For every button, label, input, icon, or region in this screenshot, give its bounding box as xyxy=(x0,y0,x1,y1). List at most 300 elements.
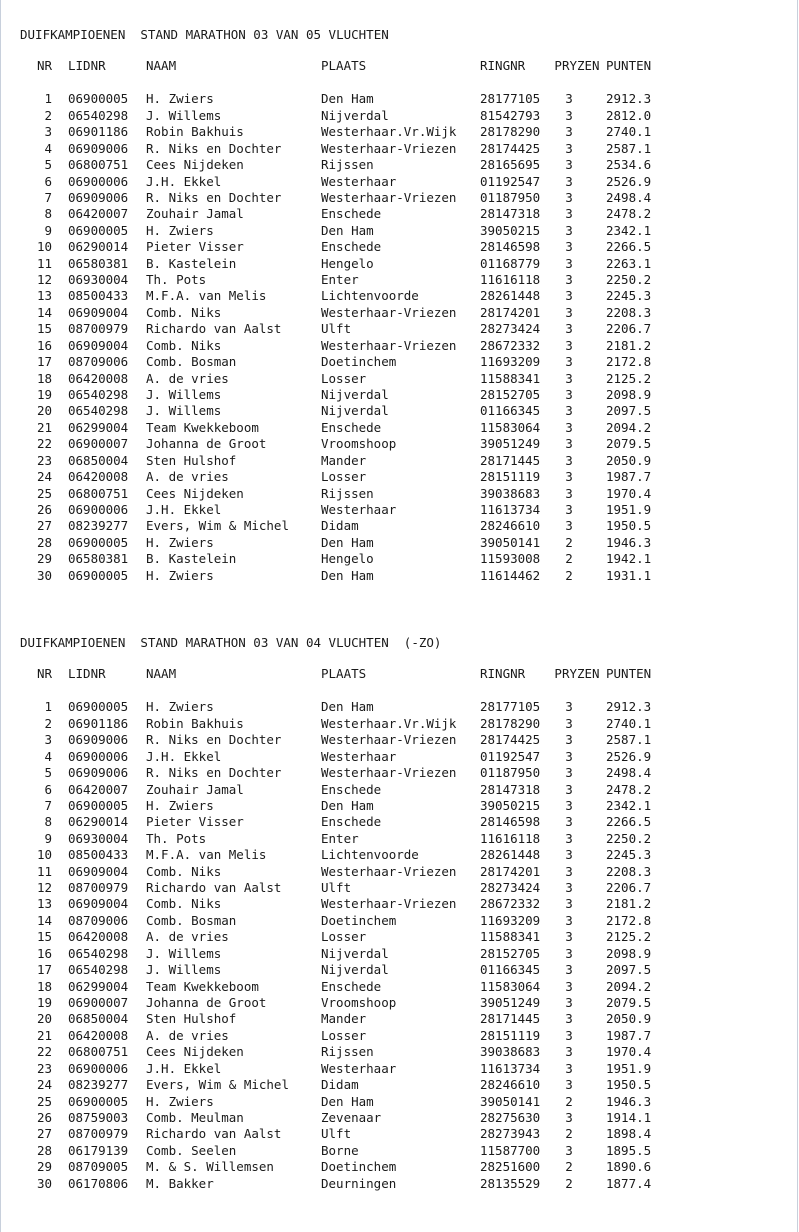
cell-plaats: Westerhaar-Vriezen xyxy=(321,765,457,781)
cell-pryzen: 3 xyxy=(565,748,573,764)
cell-ringnr: 28146598 xyxy=(480,814,541,830)
cell-naam: M. Bakker xyxy=(146,1175,214,1191)
cell-rank: 13 xyxy=(36,288,52,304)
cell-punten: 1970.4 xyxy=(606,1044,652,1060)
cell-pryzen: 3 xyxy=(565,847,573,863)
cell-ringnr: 28171445 xyxy=(480,452,541,468)
cell-lidnr: 06540298 xyxy=(68,962,129,978)
cell-ringnr: 28251600 xyxy=(480,1159,541,1175)
cell-naam: Johanna de Groot xyxy=(146,436,267,452)
cell-punten: 2097.5 xyxy=(606,403,652,419)
cell-naam: Comb. Bosman xyxy=(146,354,237,370)
cell-lidnr: 06909006 xyxy=(68,140,129,156)
cell-plaats: Didam xyxy=(321,1077,359,1093)
cell-lidnr: 08500433 xyxy=(68,288,129,304)
cell-rank: 14 xyxy=(36,912,52,928)
cell-punten: 2526.9 xyxy=(606,748,652,764)
cell-rank: 19 xyxy=(36,387,52,403)
cell-ringnr: 81542793 xyxy=(480,107,541,123)
cell-ringnr: 39050215 xyxy=(480,797,541,813)
table-row xyxy=(20,1011,780,1027)
table-row xyxy=(20,1061,780,1077)
cell-naam: Richardo van Aalst xyxy=(146,880,282,896)
cell-rank: 28 xyxy=(36,534,52,550)
cell-plaats: Westerhaar.Vr.Wijk xyxy=(321,124,457,140)
cell-rank: 24 xyxy=(36,1077,52,1093)
cell-plaats: Ulft xyxy=(321,321,352,337)
table-row xyxy=(20,995,780,1011)
cell-rank: 20 xyxy=(36,1011,52,1027)
cell-punten: 2740.1 xyxy=(606,715,652,731)
cell-lidnr: 06909004 xyxy=(68,337,129,353)
cell-ringnr: 01187950 xyxy=(480,765,541,781)
cell-plaats: Rijssen xyxy=(321,485,374,501)
cell-lidnr: 06290014 xyxy=(68,814,129,830)
cell-naam: Pieter Visser xyxy=(146,814,244,830)
cell-ringnr: 28152705 xyxy=(480,945,541,961)
cell-plaats: Den Ham xyxy=(321,567,374,583)
table-row xyxy=(20,699,780,715)
cell-punten: 1942.1 xyxy=(606,551,652,567)
cell-plaats: Westerhaar-Vriezen xyxy=(321,863,457,879)
cell-punten: 1946.3 xyxy=(606,534,652,550)
cell-plaats: Nijverdal xyxy=(321,387,389,403)
cell-naam: A. de vries xyxy=(146,929,229,945)
cell-punten: 2094.2 xyxy=(606,978,652,994)
table-row xyxy=(20,502,780,518)
table-row xyxy=(20,946,780,962)
table-row xyxy=(20,453,780,469)
table-row xyxy=(20,272,780,288)
cell-plaats: Nijverdal xyxy=(321,107,389,123)
cell-rank: 25 xyxy=(36,485,52,501)
cell-naam: Robin Bakhuis xyxy=(146,124,244,140)
table-row xyxy=(20,190,780,206)
cell-punten: 2587.1 xyxy=(606,732,652,748)
cell-ringnr: 28178290 xyxy=(480,124,541,140)
cell-punten: 2050.9 xyxy=(606,452,652,468)
cell-rank: 7 xyxy=(44,189,52,205)
cell-rank: 28 xyxy=(36,1142,52,1158)
table-row xyxy=(20,239,780,255)
table-row xyxy=(20,206,780,222)
cell-rank: 10 xyxy=(36,847,52,863)
table-row xyxy=(20,929,780,945)
table-row xyxy=(20,749,780,765)
cell-plaats: Nijverdal xyxy=(321,945,389,961)
cell-lidnr: 06800751 xyxy=(68,157,129,173)
header-plaats: PLAATS xyxy=(321,58,367,73)
cell-lidnr: 06900005 xyxy=(68,222,129,238)
cell-pryzen: 3 xyxy=(565,765,573,781)
cell-punten: 2534.6 xyxy=(606,157,652,173)
cell-pryzen: 3 xyxy=(565,912,573,928)
cell-lidnr: 06420008 xyxy=(68,929,129,945)
cell-lidnr: 06420008 xyxy=(68,370,129,386)
cell-punten: 2912.3 xyxy=(606,91,652,107)
cell-plaats: Den Ham xyxy=(321,699,374,715)
cell-naam: Sten Hulshof xyxy=(146,452,237,468)
header-nr: NR xyxy=(36,58,52,73)
cell-naam: H. Zwiers xyxy=(146,91,214,107)
table-row xyxy=(20,256,780,272)
cell-rank: 3 xyxy=(44,732,52,748)
cell-naam: Th. Pots xyxy=(146,830,207,846)
cell-naam: Comb. Niks xyxy=(146,304,222,320)
cell-ringnr: 28177105 xyxy=(480,91,541,107)
cell-plaats: Mander xyxy=(321,452,367,468)
cell-pryzen: 3 xyxy=(565,321,573,337)
cell-lidnr: 06900005 xyxy=(68,567,129,583)
table-row xyxy=(20,436,780,452)
cell-rank: 18 xyxy=(36,978,52,994)
cell-punten: 2181.2 xyxy=(606,896,652,912)
cell-rank: 24 xyxy=(36,469,52,485)
cell-ringnr: 11616118 xyxy=(480,272,541,288)
table-row xyxy=(20,174,780,190)
header-lidnr: LIDNR xyxy=(68,666,106,681)
cell-lidnr: 06901186 xyxy=(68,124,129,140)
cell-naam: Cees Nijdeken xyxy=(146,485,244,501)
cell-lidnr: 06930004 xyxy=(68,272,129,288)
cell-punten: 2079.5 xyxy=(606,995,652,1011)
cell-plaats: Enschede xyxy=(321,814,382,830)
cell-punten: 2097.5 xyxy=(606,962,652,978)
cell-lidnr: 08709006 xyxy=(68,354,129,370)
cell-rank: 18 xyxy=(36,370,52,386)
table-row xyxy=(20,1077,780,1093)
cell-pryzen: 3 xyxy=(565,370,573,386)
cell-naam: Comb. Niks xyxy=(146,896,222,912)
cell-ringnr: 39038683 xyxy=(480,485,541,501)
header-punten: PUNTEN xyxy=(606,58,652,73)
cell-naam: Comb. Niks xyxy=(146,863,222,879)
table-row xyxy=(20,765,780,781)
table-row xyxy=(20,798,780,814)
cell-lidnr: 06420007 xyxy=(68,206,129,222)
cell-plaats: Losser xyxy=(321,469,367,485)
header-pryzen: PRYZEN xyxy=(554,666,600,681)
cell-rank: 15 xyxy=(36,929,52,945)
cell-punten: 1950.5 xyxy=(606,1077,652,1093)
cell-lidnr: 06800751 xyxy=(68,485,129,501)
cell-pryzen: 3 xyxy=(565,206,573,222)
cell-rank: 10 xyxy=(36,239,52,255)
cell-lidnr: 06540298 xyxy=(68,945,129,961)
cell-lidnr: 08700979 xyxy=(68,321,129,337)
table-row xyxy=(20,338,780,354)
cell-plaats: Doetinchem xyxy=(321,1159,397,1175)
cell-lidnr: 06420007 xyxy=(68,781,129,797)
table-row xyxy=(20,962,780,978)
cell-rank: 1 xyxy=(44,91,52,107)
column-header-row xyxy=(20,666,780,682)
cell-pryzen: 3 xyxy=(565,1011,573,1027)
cell-rank: 5 xyxy=(44,765,52,781)
cell-punten: 2250.2 xyxy=(606,272,652,288)
header-ringnr: RINGNR xyxy=(480,666,526,681)
cell-pryzen: 3 xyxy=(565,1142,573,1158)
cell-lidnr: 06900006 xyxy=(68,1060,129,1076)
cell-plaats: Enschede xyxy=(321,781,382,797)
cell-lidnr: 06290014 xyxy=(68,239,129,255)
cell-ringnr: 11583064 xyxy=(480,978,541,994)
cell-plaats: Enter xyxy=(321,272,359,288)
standings-rows xyxy=(20,91,780,584)
cell-punten: 1951.9 xyxy=(606,501,652,517)
cell-punten: 2250.2 xyxy=(606,830,652,846)
cell-punten: 1987.7 xyxy=(606,1027,652,1043)
cell-ringnr: 11693209 xyxy=(480,912,541,928)
cell-plaats: Ulft xyxy=(321,1126,352,1142)
cell-lidnr: 08709006 xyxy=(68,912,129,928)
cell-punten: 1890.6 xyxy=(606,1159,652,1175)
cell-naam: M.F.A. van Melis xyxy=(146,288,267,304)
cell-naam: Comb. Meulman xyxy=(146,1109,244,1125)
cell-rank: 13 xyxy=(36,896,52,912)
cell-naam: Richardo van Aalst xyxy=(146,321,282,337)
cell-plaats: Westerhaar-Vriezen xyxy=(321,140,457,156)
cell-rank: 16 xyxy=(36,945,52,961)
cell-naam: Evers, Wim & Michel xyxy=(146,518,289,534)
cell-ringnr: 11587700 xyxy=(480,1142,541,1158)
cell-pryzen: 3 xyxy=(565,436,573,452)
cell-lidnr: 06909006 xyxy=(68,765,129,781)
header-plaats: PLAATS xyxy=(321,666,367,681)
header-naam: NAAM xyxy=(146,58,177,73)
cell-punten: 1951.9 xyxy=(606,1060,652,1076)
cell-ringnr: 28165695 xyxy=(480,157,541,173)
cell-ringnr: 39038683 xyxy=(480,1044,541,1060)
cell-pryzen: 3 xyxy=(565,978,573,994)
cell-plaats: Enschede xyxy=(321,419,382,435)
cell-punten: 2478.2 xyxy=(606,206,652,222)
cell-naam: J. Willems xyxy=(146,107,222,123)
table-row xyxy=(20,518,780,534)
cell-rank: 27 xyxy=(36,1126,52,1142)
cell-rank: 23 xyxy=(36,1060,52,1076)
cell-pryzen: 3 xyxy=(565,962,573,978)
cell-naam: Cees Nijdeken xyxy=(146,157,244,173)
cell-lidnr: 06900005 xyxy=(68,91,129,107)
cell-rank: 17 xyxy=(36,354,52,370)
cell-naam: R. Niks en Dochter xyxy=(146,189,282,205)
standings-rows xyxy=(20,699,780,1192)
cell-lidnr: 06850004 xyxy=(68,452,129,468)
table-row xyxy=(20,1159,780,1175)
cell-pryzen: 3 xyxy=(565,255,573,271)
cell-pryzen: 3 xyxy=(565,304,573,320)
cell-lidnr: 06540298 xyxy=(68,107,129,123)
cell-rank: 16 xyxy=(36,337,52,353)
cell-rank: 26 xyxy=(36,1109,52,1125)
cell-ringnr: 11588341 xyxy=(480,370,541,386)
cell-pryzen: 3 xyxy=(565,173,573,189)
cell-rank: 1 xyxy=(44,699,52,715)
table-row xyxy=(20,108,780,124)
cell-ringnr: 01168779 xyxy=(480,255,541,271)
cell-naam: Comb. Niks xyxy=(146,337,222,353)
table-row xyxy=(20,880,780,896)
cell-ringnr: 39050141 xyxy=(480,1093,541,1109)
cell-naam: J.H. Ekkel xyxy=(146,748,222,764)
cell-lidnr: 06800751 xyxy=(68,1044,129,1060)
cell-plaats: Hengelo xyxy=(321,255,374,271)
cell-pryzen: 3 xyxy=(565,1060,573,1076)
cell-plaats: Losser xyxy=(321,929,367,945)
standings-section-2 xyxy=(20,634,780,1192)
cell-lidnr: 06420008 xyxy=(68,469,129,485)
cell-rank: 19 xyxy=(36,995,52,1011)
cell-pryzen: 3 xyxy=(565,124,573,140)
cell-rank: 9 xyxy=(44,222,52,238)
table-row xyxy=(20,568,780,584)
cell-lidnr: 08759003 xyxy=(68,1109,129,1125)
cell-naam: A. de vries xyxy=(146,370,229,386)
cell-naam: Cees Nijdeken xyxy=(146,1044,244,1060)
cell-ringnr: 11583064 xyxy=(480,419,541,435)
cell-ringnr: 28151119 xyxy=(480,469,541,485)
cell-plaats: Enschede xyxy=(321,206,382,222)
table-row xyxy=(20,896,780,912)
cell-ringnr: 28177105 xyxy=(480,699,541,715)
cell-naam: H. Zwiers xyxy=(146,534,214,550)
cell-punten: 1987.7 xyxy=(606,469,652,485)
table-row xyxy=(20,1143,780,1159)
cell-rank: 27 xyxy=(36,518,52,534)
cell-pryzen: 3 xyxy=(565,715,573,731)
cell-naam: H. Zwiers xyxy=(146,797,214,813)
cell-ringnr: 28146598 xyxy=(480,239,541,255)
table-row xyxy=(20,305,780,321)
cell-plaats: Den Ham xyxy=(321,222,374,238)
cell-plaats: Mander xyxy=(321,1011,367,1027)
cell-naam: Zouhair Jamal xyxy=(146,781,244,797)
cell-naam: R. Niks en Dochter xyxy=(146,140,282,156)
cell-pryzen: 2 xyxy=(565,534,573,550)
cell-ringnr: 39051249 xyxy=(480,436,541,452)
table-row xyxy=(20,864,780,880)
cell-pryzen: 2 xyxy=(565,1093,573,1109)
cell-pryzen: 3 xyxy=(565,781,573,797)
cell-lidnr: 06580381 xyxy=(68,551,129,567)
cell-plaats: Westerhaar xyxy=(321,501,397,517)
cell-rank: 22 xyxy=(36,436,52,452)
cell-punten: 2172.8 xyxy=(606,354,652,370)
cell-pryzen: 3 xyxy=(565,518,573,534)
cell-pryzen: 3 xyxy=(565,896,573,912)
cell-ringnr: 01192547 xyxy=(480,173,541,189)
cell-pryzen: 3 xyxy=(565,1027,573,1043)
cell-lidnr: 08239277 xyxy=(68,518,129,534)
cell-lidnr: 06850004 xyxy=(68,1011,129,1027)
table-row xyxy=(20,124,780,140)
table-row xyxy=(20,979,780,995)
table-row xyxy=(20,157,780,173)
cell-ringnr: 11613734 xyxy=(480,501,541,517)
cell-rank: 15 xyxy=(36,321,52,337)
cell-punten: 2245.3 xyxy=(606,847,652,863)
cell-naam: H. Zwiers xyxy=(146,567,214,583)
cell-punten: 2245.3 xyxy=(606,288,652,304)
cell-rank: 29 xyxy=(36,551,52,567)
cell-pryzen: 3 xyxy=(565,1044,573,1060)
cell-punten: 1898.4 xyxy=(606,1126,652,1142)
cell-punten: 1970.4 xyxy=(606,485,652,501)
cell-ringnr: 11593008 xyxy=(480,551,541,567)
cell-pryzen: 3 xyxy=(565,107,573,123)
cell-rank: 3 xyxy=(44,124,52,140)
cell-ringnr: 28273424 xyxy=(480,880,541,896)
cell-lidnr: 06299004 xyxy=(68,978,129,994)
cell-rank: 6 xyxy=(44,781,52,797)
cell-lidnr: 08500433 xyxy=(68,847,129,863)
table-row xyxy=(20,1176,780,1192)
table-row xyxy=(20,321,780,337)
cell-pryzen: 2 xyxy=(565,1159,573,1175)
cell-punten: 2912.3 xyxy=(606,699,652,715)
cell-rank: 4 xyxy=(44,140,52,156)
cell-punten: 2125.2 xyxy=(606,929,652,945)
cell-lidnr: 06900005 xyxy=(68,797,129,813)
cell-rank: 29 xyxy=(36,1159,52,1175)
cell-rank: 14 xyxy=(36,304,52,320)
table-row xyxy=(20,1094,780,1110)
table-row xyxy=(20,814,780,830)
cell-naam: Comb. Bosman xyxy=(146,912,237,928)
cell-ringnr: 28147318 xyxy=(480,781,541,797)
table-row xyxy=(20,91,780,107)
cell-ringnr: 28246610 xyxy=(480,1077,541,1093)
cell-pryzen: 3 xyxy=(565,814,573,830)
cell-ringnr: 01192547 xyxy=(480,748,541,764)
cell-plaats: Den Ham xyxy=(321,1093,374,1109)
cell-plaats: Deurningen xyxy=(321,1175,397,1191)
cell-lidnr: 06901186 xyxy=(68,715,129,731)
cell-punten: 2812.0 xyxy=(606,107,652,123)
cell-rank: 30 xyxy=(36,567,52,583)
cell-plaats: Didam xyxy=(321,518,359,534)
cell-rank: 25 xyxy=(36,1093,52,1109)
cell-plaats: Vroomshoop xyxy=(321,436,397,452)
cell-rank: 11 xyxy=(36,255,52,271)
cell-naam: Th. Pots xyxy=(146,272,207,288)
cell-lidnr: 06900005 xyxy=(68,534,129,550)
cell-pryzen: 2 xyxy=(565,1126,573,1142)
cell-pryzen: 3 xyxy=(565,863,573,879)
table-row xyxy=(20,913,780,929)
cell-plaats: Den Ham xyxy=(321,797,374,813)
cell-pryzen: 3 xyxy=(565,945,573,961)
cell-plaats: Den Ham xyxy=(321,91,374,107)
cell-naam: A. de vries xyxy=(146,1027,229,1043)
cell-pryzen: 3 xyxy=(565,880,573,896)
cell-pryzen: 3 xyxy=(565,469,573,485)
table-row xyxy=(20,782,780,798)
cell-pryzen: 3 xyxy=(565,1109,573,1125)
cell-naam: J. Willems xyxy=(146,945,222,961)
cell-rank: 7 xyxy=(44,797,52,813)
cell-rank: 9 xyxy=(44,830,52,846)
column-header-row xyxy=(20,58,780,74)
cell-plaats: Den Ham xyxy=(321,534,374,550)
cell-lidnr: 06179139 xyxy=(68,1142,129,1158)
table-row xyxy=(20,1126,780,1142)
cell-naam: R. Niks en Dochter xyxy=(146,765,282,781)
cell-naam: J. Willems xyxy=(146,403,222,419)
cell-ringnr: 39051249 xyxy=(480,995,541,1011)
cell-rank: 11 xyxy=(36,863,52,879)
